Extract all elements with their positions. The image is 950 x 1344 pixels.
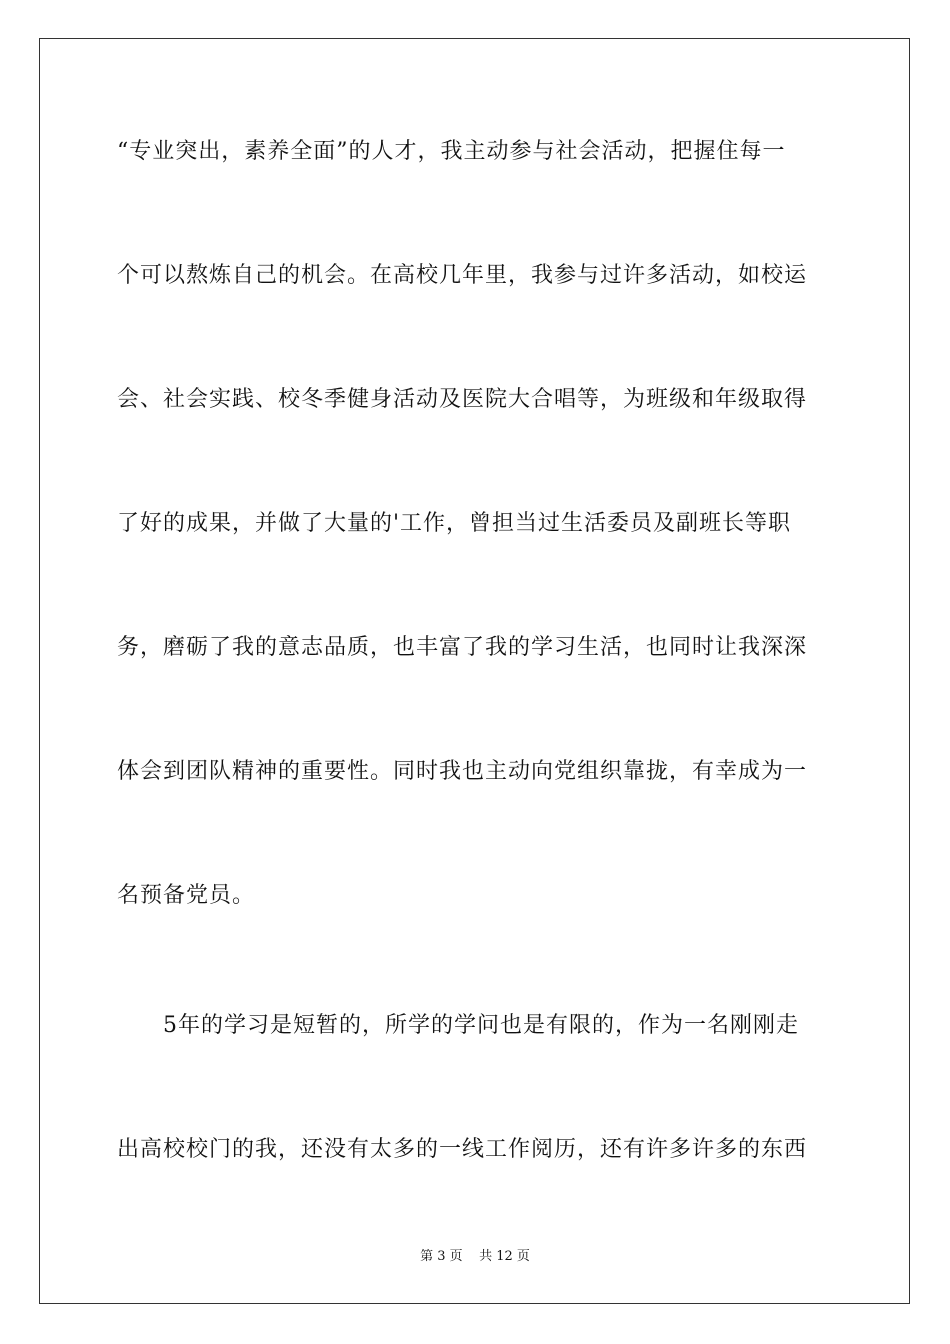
text-line: 出高校校门的我，还没有太多的一线工作阅历，还有许多许多的东西 — [117, 1137, 808, 1162]
text-line: 体会到团队精神的重要性。同时我也主动向党组织靠拢，有幸成为一 — [117, 759, 808, 784]
text-line: 5年的学习是短暂的，所学的学问也是有限的，作为一名刚刚走 — [117, 1013, 799, 1038]
text-line: 了好的成果，并做了大量的'工作，曾担当过生活委员及副班长等职 — [117, 511, 792, 536]
page-frame — [39, 38, 910, 1304]
text-line: 名预备党员。 — [117, 883, 256, 908]
text-line: 务，磨砺了我的意志品质，也丰富了我的学习生活，也同时让我深深 — [117, 635, 808, 660]
text-line: “专业突出，素养全面”的人才，我主动参与社会活动，把握住每一 — [117, 139, 786, 164]
page-number-footer: 第 3 页 共 12 页 — [420, 1249, 530, 1264]
text-line: 会、社会实践、校冬季健身活动及医院大合唱等，为班级和年级取得 — [117, 387, 808, 412]
text-line: 个可以熬炼自己的机会。在高校几年里，我参与过许多活动，如校运 — [117, 263, 808, 288]
